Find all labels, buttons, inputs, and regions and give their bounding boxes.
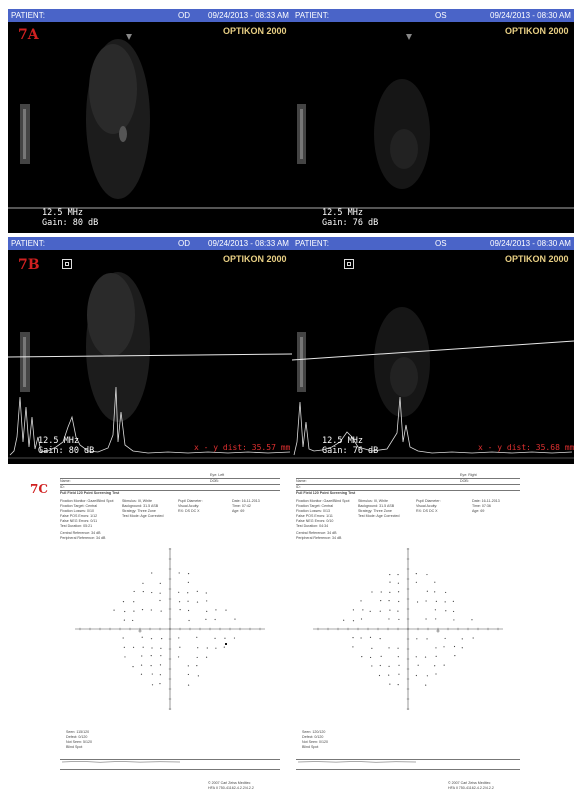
test-point bbox=[141, 655, 142, 656]
param: Age: 69 bbox=[472, 509, 485, 513]
distance-readout: x - y dist: 35.68 mm bbox=[478, 443, 574, 452]
divider bbox=[296, 478, 520, 479]
test-point bbox=[132, 620, 133, 621]
test-point bbox=[188, 573, 189, 574]
gain-label: Gain: 76 dB bbox=[322, 218, 379, 228]
device-version: HFA II 750-41162-4.2.2/4.2.2 bbox=[448, 786, 494, 790]
not-seen-point bbox=[225, 643, 227, 645]
test-point bbox=[160, 664, 161, 665]
test-point bbox=[435, 647, 436, 648]
test-point bbox=[160, 674, 161, 675]
test-point bbox=[160, 583, 161, 584]
test-point bbox=[198, 675, 199, 676]
legend-seen: Seen: 115/120 bbox=[66, 730, 90, 734]
blind-spot-marker bbox=[139, 630, 141, 632]
ultrasound-panel-7a-os bbox=[292, 9, 574, 233]
peripheral-reference: Peripheral Reference: 34 dB bbox=[60, 536, 106, 540]
test-point bbox=[178, 656, 179, 657]
param: Age: 69 bbox=[232, 509, 245, 513]
test-point bbox=[445, 610, 446, 611]
test-point bbox=[123, 601, 124, 602]
test-point bbox=[143, 647, 144, 648]
test-point bbox=[388, 618, 389, 619]
test-point bbox=[453, 601, 454, 602]
test-point bbox=[426, 574, 427, 575]
param: False NEG Errors: 0/11 bbox=[60, 519, 98, 523]
param: Fixation Monitor: Gaze/Blind Spot bbox=[296, 499, 350, 503]
test-name: Full Field 120 Point Screening Test bbox=[60, 491, 120, 495]
param: Test Mode: Age Corrected bbox=[122, 514, 164, 518]
test-point bbox=[353, 620, 354, 621]
test-point bbox=[225, 610, 226, 611]
ultrasound-panel-7b-od bbox=[8, 237, 292, 464]
test-point bbox=[445, 601, 446, 602]
brand-label: OPTIKON 2000 bbox=[505, 254, 569, 264]
gain-label: Gain: 80 dB bbox=[42, 218, 99, 228]
copyright: © 2007 Carl Zeiss Meditec bbox=[448, 781, 491, 785]
test-point bbox=[416, 675, 417, 676]
param: Pupil Diameter: bbox=[416, 499, 441, 503]
test-point bbox=[160, 655, 161, 656]
test-point bbox=[471, 619, 472, 620]
test-point bbox=[370, 637, 371, 638]
test-point bbox=[380, 611, 381, 612]
dob-label: DOB: bbox=[460, 479, 469, 483]
test-point bbox=[361, 618, 362, 619]
test-point bbox=[425, 685, 426, 686]
divider bbox=[296, 769, 520, 770]
test-point bbox=[380, 665, 381, 666]
param: Visual Acuity: bbox=[416, 504, 438, 508]
test-point bbox=[179, 647, 180, 648]
test-point bbox=[397, 648, 398, 649]
param: Fixation Losses: 0/10 bbox=[60, 509, 94, 513]
param: Strategy: Three Zone bbox=[358, 509, 392, 513]
ultrasound-image bbox=[8, 237, 292, 464]
divider bbox=[296, 484, 520, 485]
test-point bbox=[188, 665, 189, 666]
param: Stimulus: III, White bbox=[358, 499, 388, 503]
test-point bbox=[197, 647, 198, 648]
ultrasound-panel-7b-os bbox=[292, 237, 574, 464]
distance-readout: x - y dist: 35.57 mm bbox=[194, 443, 291, 452]
param: Strategy: Three Zone bbox=[122, 509, 156, 513]
test-point bbox=[132, 666, 133, 667]
test-point bbox=[215, 619, 216, 620]
test-point bbox=[142, 637, 143, 638]
eye-label: OS bbox=[435, 11, 447, 20]
test-point bbox=[197, 657, 198, 658]
test-point bbox=[206, 611, 207, 612]
test-point bbox=[426, 638, 427, 639]
test-point bbox=[434, 665, 435, 666]
test-point bbox=[425, 618, 426, 619]
param: False NEG Errors: 0/10 bbox=[296, 519, 334, 523]
legend-blind-spot: Blind Spot bbox=[302, 745, 319, 749]
param: Stimulus: III, White bbox=[122, 499, 152, 503]
test-point bbox=[188, 674, 189, 675]
test-point bbox=[416, 582, 417, 583]
param: Fixation Target: Central bbox=[60, 504, 98, 508]
divider bbox=[60, 769, 280, 770]
test-point bbox=[388, 666, 389, 667]
central-reference: Central Reference: 34 dB bbox=[60, 531, 101, 535]
test-point bbox=[443, 646, 444, 647]
patient-label: PATIENT: bbox=[11, 239, 45, 248]
test-point bbox=[143, 591, 144, 592]
test-point bbox=[343, 620, 344, 621]
param: Background: 31.5 ASB bbox=[358, 504, 395, 508]
eye-label: OS bbox=[435, 239, 447, 248]
test-point bbox=[453, 619, 454, 620]
test-point bbox=[379, 675, 380, 676]
test-point bbox=[445, 592, 446, 593]
test-point bbox=[141, 674, 142, 675]
test-point bbox=[398, 583, 399, 584]
visual-field-plot bbox=[60, 544, 280, 714]
test-point bbox=[179, 601, 180, 602]
patient-label: PATIENT: bbox=[295, 11, 329, 20]
param: Date: 16-11-2013 bbox=[472, 499, 500, 503]
test-point bbox=[436, 601, 437, 602]
test-point bbox=[159, 600, 160, 601]
test-point bbox=[371, 648, 372, 649]
test-point bbox=[398, 665, 399, 666]
visual-field-printout-right bbox=[296, 472, 520, 797]
param: Background: 31.5 ASB bbox=[122, 504, 159, 508]
legend-defect: Defect: 0/120 bbox=[66, 735, 88, 739]
test-point bbox=[352, 646, 353, 647]
frequency-label: 12.5 MHz bbox=[322, 436, 363, 446]
test-point bbox=[151, 638, 152, 639]
test-point bbox=[188, 685, 189, 686]
param: RX: DS DC X bbox=[416, 509, 438, 513]
legend-defect: Defect: 0/120 bbox=[302, 735, 324, 739]
test-point bbox=[388, 647, 389, 648]
test-point bbox=[454, 646, 455, 647]
legend-seen: Seen: 120/120 bbox=[302, 730, 326, 734]
visual-field-printout-left bbox=[60, 472, 280, 797]
test-point bbox=[224, 647, 225, 648]
test-point bbox=[398, 619, 399, 620]
param: Test Duration: 04:34 bbox=[296, 524, 329, 528]
test-point bbox=[435, 673, 436, 674]
test-point bbox=[124, 611, 125, 612]
test-point bbox=[453, 611, 454, 612]
brand-label: OPTIKON 2000 bbox=[223, 26, 287, 36]
frequency-label: 12.5 MHz bbox=[38, 436, 79, 446]
param: Time: 07:36 bbox=[472, 504, 491, 508]
datetime-label: 09/24/2013 - 08:30 AM bbox=[490, 11, 571, 20]
param: False POS Errors: 1/11 bbox=[296, 514, 333, 518]
test-point bbox=[416, 573, 417, 574]
test-point bbox=[436, 656, 437, 657]
test-point bbox=[151, 655, 152, 656]
eye-label: OD bbox=[178, 11, 190, 20]
test-point bbox=[159, 683, 160, 684]
test-point bbox=[425, 600, 426, 601]
test-point bbox=[151, 609, 152, 610]
test-point bbox=[380, 600, 381, 601]
test-point bbox=[416, 656, 417, 657]
test-point bbox=[196, 665, 197, 666]
param: Fixation Losses: 0/13 bbox=[296, 509, 330, 513]
legend-blind-spot: Blind Spot bbox=[66, 745, 83, 749]
test-point bbox=[398, 591, 399, 592]
ultrasound-image bbox=[292, 9, 574, 233]
test-point bbox=[160, 593, 161, 594]
test-point bbox=[360, 600, 361, 601]
dob-label: DOB: bbox=[210, 479, 219, 483]
legend-not-seen: Not Seen: 0/120 bbox=[302, 740, 328, 744]
test-point bbox=[370, 657, 371, 658]
test-point bbox=[389, 574, 390, 575]
figure-tag-7a: 7A bbox=[18, 27, 39, 43]
test-point bbox=[389, 592, 390, 593]
name-label: Name: bbox=[60, 479, 71, 483]
test-point bbox=[352, 637, 353, 638]
test-point bbox=[362, 609, 363, 610]
test-point bbox=[370, 611, 371, 612]
test-point bbox=[141, 665, 142, 666]
fixation-trace bbox=[60, 758, 280, 766]
patient-label: PATIENT: bbox=[295, 239, 329, 248]
param: Visual Acuity: bbox=[178, 504, 200, 508]
test-point bbox=[197, 591, 198, 592]
device-version: HFA II 750-41162-4.2.2/4.2.2 bbox=[208, 786, 254, 790]
param: Date: 16-11-2013 bbox=[232, 499, 260, 503]
ultrasound-image bbox=[292, 237, 574, 464]
test-point bbox=[142, 583, 143, 584]
test-point bbox=[462, 647, 463, 648]
visual-field-plot bbox=[296, 544, 520, 714]
divider bbox=[60, 478, 280, 479]
eye-label: Eye: Right bbox=[460, 473, 477, 477]
central-reference: Central Reference: 34 dB bbox=[296, 531, 337, 535]
test-point bbox=[152, 684, 153, 685]
test-point bbox=[434, 591, 435, 592]
test-point bbox=[188, 582, 189, 583]
test-point bbox=[188, 610, 189, 611]
ultrasound-image bbox=[8, 9, 292, 233]
eye-label: Eye: Left bbox=[210, 473, 225, 477]
test-point bbox=[206, 657, 207, 658]
test-point bbox=[425, 656, 426, 657]
test-point bbox=[214, 638, 215, 639]
datetime-label: 09/24/2013 - 08:30 AM bbox=[490, 239, 571, 248]
test-point bbox=[234, 618, 235, 619]
test-point bbox=[435, 609, 436, 610]
test-point bbox=[124, 620, 125, 621]
test-point bbox=[416, 638, 417, 639]
brand-label: OPTIKON 2000 bbox=[505, 26, 569, 36]
test-point bbox=[215, 609, 216, 610]
test-point bbox=[397, 611, 398, 612]
param: Pupil Diameter: bbox=[178, 499, 203, 503]
test-point bbox=[234, 637, 235, 638]
brand-label: OPTIKON 2000 bbox=[223, 254, 287, 264]
test-point bbox=[473, 637, 474, 638]
test-point bbox=[123, 637, 124, 638]
test-point bbox=[353, 609, 354, 610]
test-point bbox=[371, 665, 372, 666]
test-point bbox=[435, 618, 436, 619]
id-label: ID: bbox=[296, 485, 301, 489]
param: Test Duration: 05:21 bbox=[60, 524, 93, 528]
test-point bbox=[381, 656, 382, 657]
test-point bbox=[160, 648, 161, 649]
test-point bbox=[134, 591, 135, 592]
test-point bbox=[360, 637, 361, 638]
test-point bbox=[206, 592, 207, 593]
test-point bbox=[180, 609, 181, 610]
test-point bbox=[380, 638, 381, 639]
test-point bbox=[142, 609, 143, 610]
param: Fixation Target: Central bbox=[296, 504, 334, 508]
patient-label: PATIENT: bbox=[11, 11, 45, 20]
caliper-icon bbox=[62, 259, 72, 269]
caliper-icon bbox=[344, 259, 354, 269]
test-point bbox=[371, 591, 372, 592]
test-point bbox=[417, 601, 418, 602]
test-point bbox=[361, 656, 362, 657]
test-point bbox=[397, 574, 398, 575]
copyright: © 2007 Carl Zeiss Meditec bbox=[208, 781, 251, 785]
figure-tag-7b: 7B bbox=[18, 257, 40, 273]
test-point bbox=[124, 656, 125, 657]
test-point bbox=[206, 600, 207, 601]
test-name: Full Field 120 Point Screening Test bbox=[296, 491, 356, 495]
test-point bbox=[388, 675, 389, 676]
frequency-label: 12.5 MHz bbox=[322, 208, 363, 218]
test-point bbox=[462, 638, 463, 639]
test-point bbox=[205, 619, 206, 620]
test-point bbox=[133, 601, 134, 602]
test-point bbox=[427, 675, 428, 676]
gain-label: Gain: 80 dB bbox=[38, 446, 95, 456]
test-point bbox=[434, 582, 435, 583]
legend-not-seen: Not Seen: 5/120 bbox=[66, 740, 92, 744]
fixation-trace bbox=[296, 758, 520, 766]
test-point bbox=[398, 674, 399, 675]
test-point bbox=[224, 638, 225, 639]
param: False POS Errors: 1/12 bbox=[60, 514, 98, 518]
id-label: ID: bbox=[60, 485, 65, 489]
test-point bbox=[454, 655, 455, 656]
datetime-label: 09/24/2013 - 08:33 AM bbox=[208, 11, 289, 20]
test-point bbox=[124, 647, 125, 648]
test-point bbox=[187, 592, 188, 593]
test-point bbox=[398, 601, 399, 602]
test-point bbox=[151, 665, 152, 666]
test-point bbox=[215, 648, 216, 649]
test-point bbox=[133, 647, 134, 648]
test-point bbox=[418, 665, 419, 666]
param: Time: 07:42 bbox=[232, 504, 251, 508]
test-point bbox=[381, 591, 382, 592]
param: Test Mode: Age Corrected bbox=[358, 514, 400, 518]
divider bbox=[60, 484, 280, 485]
test-point bbox=[178, 592, 179, 593]
test-point bbox=[161, 638, 162, 639]
test-point bbox=[197, 601, 198, 602]
test-point bbox=[389, 684, 390, 685]
datetime-label: 09/24/2013 - 08:33 AM bbox=[208, 239, 289, 248]
test-point bbox=[388, 600, 389, 601]
test-point bbox=[187, 601, 188, 602]
test-point bbox=[196, 637, 197, 638]
test-point bbox=[133, 610, 134, 611]
test-point bbox=[445, 638, 446, 639]
frequency-label: 12.5 MHz bbox=[42, 208, 83, 218]
figure-tag-7c: 7C bbox=[30, 482, 48, 496]
eye-label: OD bbox=[178, 239, 190, 248]
name-label: Name: bbox=[296, 479, 307, 483]
test-point bbox=[427, 591, 428, 592]
test-point bbox=[389, 582, 390, 583]
test-point bbox=[151, 592, 152, 593]
test-point bbox=[398, 684, 399, 685]
test-point bbox=[152, 673, 153, 674]
test-point bbox=[207, 647, 208, 648]
test-point bbox=[151, 647, 152, 648]
test-point bbox=[151, 572, 152, 573]
gain-label: Gain: 76 dB bbox=[322, 446, 379, 456]
test-point bbox=[179, 572, 180, 573]
test-point bbox=[161, 610, 162, 611]
param: Fixation Monitor: Gaze/Blind Spot bbox=[60, 499, 114, 503]
test-point bbox=[178, 637, 179, 638]
param: RX: DS DC X bbox=[178, 509, 200, 513]
test-point bbox=[113, 610, 114, 611]
blind-spot-marker bbox=[437, 630, 439, 632]
test-point bbox=[188, 620, 189, 621]
test-point bbox=[389, 610, 390, 611]
test-point bbox=[444, 665, 445, 666]
ultrasound-panel-7a-od bbox=[8, 9, 292, 233]
test-point bbox=[398, 656, 399, 657]
peripheral-reference: Peripheral Reference: 34 dB bbox=[296, 536, 342, 540]
